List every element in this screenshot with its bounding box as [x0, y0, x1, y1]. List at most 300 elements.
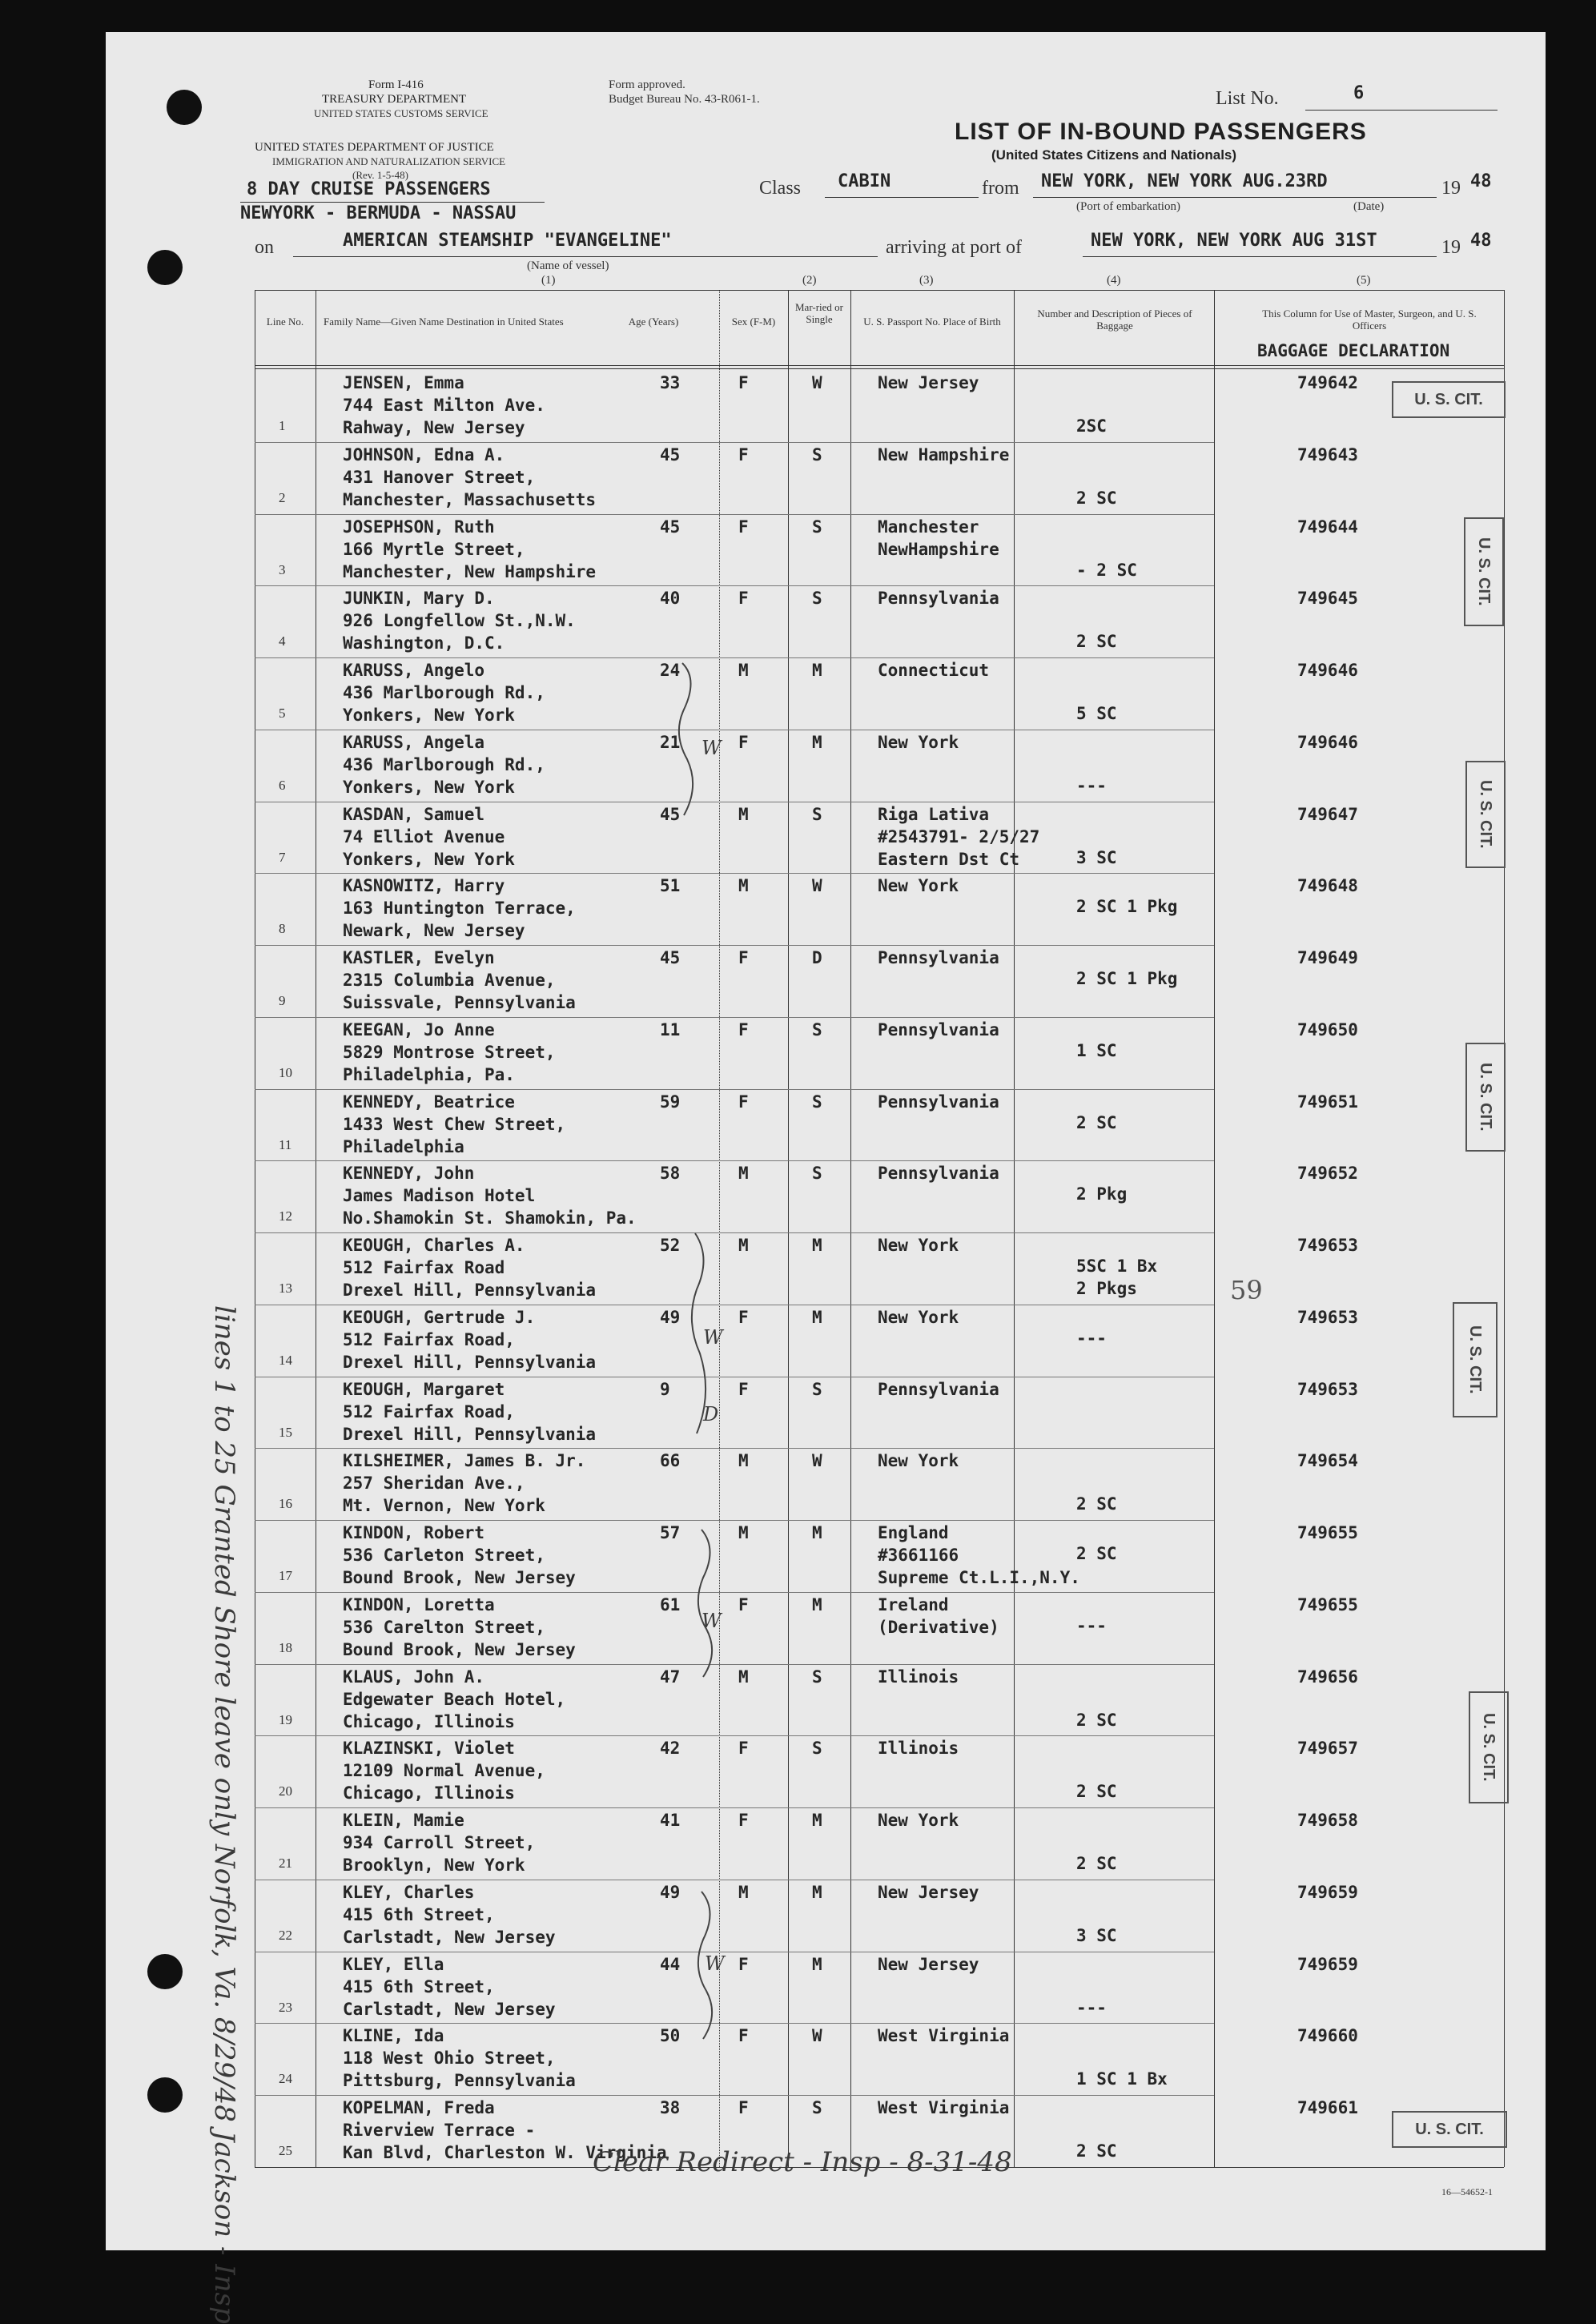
line-number: 16 — [279, 1496, 292, 1512]
passenger-sex: F — [738, 589, 749, 609]
passenger-name-address: KEOUGH, Gertrude J. — [343, 1307, 536, 1327]
passenger-sex: F — [738, 1954, 749, 1974]
passenger-marital-status: M — [812, 1954, 822, 1974]
passenger-age: 41 — [660, 1811, 681, 1831]
passenger-name-address: James Madison Hotel — [343, 1186, 536, 1206]
passport-birthplace: New York — [878, 1811, 959, 1831]
passenger-name-address: KEOUGH, Margaret — [343, 1379, 505, 1399]
line-number: 6 — [279, 777, 286, 793]
baggage-description: 2 SC — [1076, 1710, 1117, 1730]
passenger-name-address: KENNEDY, Beatrice — [343, 1092, 515, 1112]
passenger-sex: F — [738, 1092, 749, 1112]
passport-birthplace: Ireland — [878, 1594, 949, 1614]
baggage-description: --- — [1076, 1328, 1107, 1348]
passport-birthplace: #3661166 — [878, 1546, 959, 1566]
passenger-name-address: JENSEN, Emma — [343, 373, 464, 392]
passenger-age: 49 — [660, 1307, 681, 1327]
header-officers: This Column for Use of Master, Surgeon, and U. S. Officers — [1262, 308, 1477, 332]
baggage-description: 2 SC — [1076, 1112, 1117, 1132]
passport-birthplace: NewHampshire — [878, 539, 999, 559]
col-num-2: (2) — [802, 274, 817, 287]
passenger-sex: M — [738, 1236, 749, 1256]
passenger-sex: F — [738, 517, 749, 537]
passenger-name-address: 512 Fairfax Road — [343, 1258, 505, 1278]
passenger-name-address: No.Shamokin St. Shamokin, Pa. — [343, 1208, 637, 1228]
baggage-description: 2 Pkgs — [1076, 1279, 1137, 1299]
passenger-name-address: Newark, New Jersey — [343, 921, 525, 941]
passport-birthplace: New Jersey — [878, 1954, 979, 1974]
budget-bureau: Budget Bureau No. 43-R061-1. — [609, 93, 760, 106]
passenger-name-address: Brooklyn, New York — [343, 1856, 525, 1876]
line-number: 20 — [279, 1783, 292, 1799]
passport-birthplace: Pennsylvania — [878, 1379, 999, 1399]
passenger-name-address: Mt. Vernon, New York — [343, 1496, 545, 1516]
passport-birthplace: Pennsylvania — [878, 1019, 999, 1039]
passenger-name-address: KLAUS, John A. — [343, 1667, 485, 1687]
passport-birthplace: England — [878, 1523, 949, 1543]
passenger-name-address: KINDON, Loretta — [343, 1594, 495, 1614]
passenger-marital-status: W — [812, 373, 822, 392]
passenger-age: 50 — [660, 2026, 681, 2046]
col-num-5: (5) — [1357, 274, 1371, 287]
passport-birthplace: New York — [878, 876, 959, 896]
baggage-description: --- — [1076, 1615, 1107, 1635]
baggage-description: - 2 SC — [1076, 560, 1137, 580]
bracket-mark: W — [702, 737, 722, 759]
baggage-declaration-number: 749649 — [1297, 948, 1358, 968]
form-title: LIST OF IN-BOUND PASSENGERS — [955, 119, 1367, 145]
passport-birthplace: Pennsylvania — [878, 589, 999, 609]
baggage-declaration-number: 749653 — [1297, 1236, 1358, 1256]
passport-birthplace: Manchester — [878, 517, 979, 537]
passenger-marital-status: M — [812, 1236, 822, 1256]
passenger-name-address: KLINE, Ida — [343, 2026, 444, 2046]
header-baggage: Number and Description of Pieces of Baggage — [1037, 308, 1192, 332]
passport-birthplace: Illinois — [878, 1667, 959, 1687]
line-number: 4 — [279, 633, 286, 649]
passenger-marital-status: W — [812, 1451, 822, 1471]
passenger-name-address: Philadelphia, Pa. — [343, 1064, 515, 1084]
line-number: 15 — [279, 1424, 292, 1440]
year-1: 48 — [1470, 171, 1492, 191]
passenger-name-address: Rahway, New Jersey — [343, 418, 525, 437]
passenger-sex: F — [738, 373, 749, 392]
passenger-marital-status: S — [812, 1739, 822, 1759]
baggage-description: 5 SC — [1076, 704, 1117, 724]
customs-service: UNITED STATES CUSTOMS SERVICE — [314, 107, 488, 119]
passenger-name-address: 536 Carleton Street, — [343, 1546, 545, 1566]
doj-label: UNITED STATES DEPARTMENT OF JUSTICE — [255, 141, 494, 154]
from-value: NEW YORK, NEW YORK AUG.23RD — [1041, 171, 1328, 191]
baggage-description: 2 SC 1 Pkg — [1076, 897, 1178, 917]
baggage-declaration-number: 749660 — [1297, 2026, 1358, 2046]
passenger-marital-status: W — [812, 2026, 822, 2046]
passenger-name-address: Kan Blvd, Charleston W. Virginia — [343, 2143, 667, 2163]
header-age: Age (Years) — [628, 316, 679, 328]
passenger-sex: M — [738, 1882, 749, 1902]
passenger-age: 33 — [660, 373, 681, 392]
baggage-declaration-number: 749654 — [1297, 1451, 1358, 1471]
passport-birthplace: Riga Lativa — [878, 804, 990, 824]
passenger-sex: F — [738, 2098, 749, 2118]
revision-label: (Rev. 1-5-48) — [352, 169, 408, 181]
passenger-name-address: KASTLER, Evelyn — [343, 948, 495, 968]
passenger-name-address: Philadelphia — [343, 1136, 464, 1156]
us-cit-stamp: U. S. CIT. — [1469, 1691, 1509, 1803]
passport-birthplace: Eastern Dst Ct — [878, 849, 1020, 869]
passenger-name-address: KINDON, Robert — [343, 1523, 485, 1543]
line-number: 18 — [279, 1639, 292, 1655]
baggage-description: 2 SC — [1076, 632, 1117, 652]
passenger-name-address: 415 6th Street, — [343, 1904, 495, 1924]
passenger-name-address: Carlstadt, New Jersey — [343, 1927, 556, 1947]
passenger-age: 45 — [660, 804, 681, 824]
passenger-name-address: Carlstadt, New Jersey — [343, 1999, 556, 2019]
baggage-declaration-number: 749657 — [1297, 1739, 1358, 1759]
passenger-sex: F — [738, 1307, 749, 1327]
baggage-description: --- — [1076, 1997, 1107, 2017]
passenger-marital-status: M — [812, 1307, 822, 1327]
passenger-name-address: Suissvale, Pennsylvania — [343, 993, 576, 1013]
passenger-age: 61 — [660, 1594, 681, 1614]
passenger-name-address: JOHNSON, Edna A. — [343, 444, 505, 464]
baggage-description: 2 SC — [1076, 488, 1117, 508]
line-number: 9 — [279, 993, 286, 1009]
passport-birthplace: New York — [878, 1451, 959, 1471]
passenger-age: 24 — [660, 661, 681, 681]
passenger-sex: M — [738, 661, 749, 681]
passenger-marital-status: W — [812, 876, 822, 896]
baggage-declaration-number: 749655 — [1297, 1594, 1358, 1614]
year-2: 48 — [1470, 231, 1492, 251]
passenger-name-address: Bound Brook, New Jersey — [343, 1568, 576, 1588]
bracket-mark: D — [703, 1403, 719, 1425]
baggage-declaration-number: 749646 — [1297, 661, 1358, 681]
passenger-age: 40 — [660, 589, 681, 609]
passenger-age: 42 — [660, 1739, 681, 1759]
passenger-name-address: 415 6th Street, — [343, 1976, 495, 1996]
passport-birthplace: New Jersey — [878, 1882, 979, 1902]
passenger-sex: M — [738, 1667, 749, 1687]
col-num-3: (3) — [919, 274, 934, 287]
bottom-handwritten-note: Clear Redirect - Insp - 8-31-48 — [593, 2146, 1012, 2178]
passenger-name-address: KILSHEIMER, James B. Jr. — [343, 1451, 586, 1471]
passenger-name-address: KENNEDY, John — [343, 1164, 475, 1184]
passenger-name-address: 1433 West Chew Street, — [343, 1114, 566, 1134]
vessel-caption: (Name of vessel) — [527, 259, 609, 272]
line-number: 23 — [279, 1999, 292, 2015]
passenger-name-address: 166 Myrtle Street, — [343, 539, 525, 559]
baggage-description: 2SC — [1076, 416, 1107, 436]
passenger-name-address: KEOUGH, Charles A. — [343, 1236, 525, 1256]
baggage-declaration-number: 749642 — [1297, 373, 1358, 392]
passenger-age: 9 — [660, 1379, 670, 1399]
class-label: Class — [759, 178, 802, 199]
passenger-name-address: KASNOWITZ, Harry — [343, 876, 505, 896]
footer-code: 16—54652-1 — [1441, 2186, 1493, 2197]
passenger-age: 58 — [660, 1164, 681, 1184]
passenger-marital-status: S — [812, 589, 822, 609]
passenger-name-address: JUNKIN, Mary D. — [343, 589, 495, 609]
header-married: Mar-ried or Single — [794, 301, 844, 325]
date-caption: (Date) — [1353, 200, 1385, 213]
passenger-name-address: Pittsburg, Pennsylvania — [343, 2071, 576, 2091]
passenger-marital-status: M — [812, 1811, 822, 1831]
line-number: 13 — [279, 1281, 292, 1297]
passenger-name-address: 536 Carelton Street, — [343, 1617, 545, 1637]
passenger-name-address: 2315 Columbia Avenue, — [343, 971, 556, 991]
passenger-name-address: Drexel Hill, Pennsylvania — [343, 1352, 597, 1372]
line-number: 19 — [279, 1711, 292, 1727]
baggage-declaration-number: 749659 — [1297, 1954, 1358, 1974]
passport-birthplace: (Derivative) — [878, 1617, 999, 1637]
bracket-mark: W — [702, 1610, 722, 1632]
passenger-name-address: KARUSS, Angela — [343, 732, 485, 752]
baggage-description: 2 SC — [1076, 1782, 1117, 1802]
us-cit-stamp: U. S. CIT. — [1392, 2111, 1507, 2148]
passenger-sex: M — [738, 804, 749, 824]
passenger-name-address: 436 Marlborough Rd., — [343, 754, 545, 774]
passenger-name-address: KOPELMAN, Freda — [343, 2098, 495, 2118]
passport-birthplace: New York — [878, 1307, 959, 1327]
passenger-sex: M — [738, 1164, 749, 1184]
passenger-age: 45 — [660, 444, 681, 464]
ins-label: IMMIGRATION AND NATURALIZATION SERVICE — [272, 155, 506, 167]
baggage-declaration-number: 749647 — [1297, 804, 1358, 824]
passenger-name-address: Drexel Hill, Pennsylvania — [343, 1281, 597, 1301]
baggage-declaration-number: 749653 — [1297, 1307, 1358, 1327]
header-passport: U. S. Passport No. Place of Birth — [863, 316, 1001, 328]
passenger-age: 59 — [660, 1092, 681, 1112]
passport-birthplace: #2543791- 2/5/27 — [878, 826, 1040, 846]
passenger-marital-status: M — [812, 661, 822, 681]
page-mark: 59 — [1230, 1275, 1263, 1305]
passenger-name-address: 934 Carroll Street, — [343, 1833, 536, 1853]
passenger-sex: M — [738, 1523, 749, 1543]
class-value: CABIN — [838, 171, 891, 191]
passenger-marital-status: S — [812, 1667, 822, 1687]
passenger-name-address: Chicago, Illinois — [343, 1783, 515, 1803]
baggage-declaration-number: 749652 — [1297, 1164, 1358, 1184]
passenger-age: 52 — [660, 1236, 681, 1256]
baggage-description: 5SC 1 Bx — [1076, 1256, 1158, 1277]
passenger-marital-status: S — [812, 1019, 822, 1039]
passenger-age: 45 — [660, 948, 681, 968]
passenger-age: 51 — [660, 876, 681, 896]
passenger-name-address: Chicago, Illinois — [343, 1711, 515, 1731]
us-cit-stamp: U. S. CIT. — [1453, 1302, 1498, 1417]
header-name: Family Name—Given Name Destination in United States — [324, 316, 564, 328]
passenger-name-address: 74 Elliot Avenue — [343, 826, 505, 846]
cruise-line-2: NEWYORK - BERMUDA - NASSAU — [240, 203, 517, 223]
us-cit-stamp: U. S. CIT. — [1392, 381, 1506, 418]
us-cit-stamp: U. S. CIT. — [1465, 1043, 1506, 1152]
passenger-age: 44 — [660, 1954, 681, 1974]
form-number: Form I-416 — [368, 78, 424, 91]
passenger-name-address: Yonkers, New York — [343, 777, 515, 797]
passport-birthplace: Pennsylvania — [878, 948, 999, 968]
passenger-name-address: 118 West Ohio Street, — [343, 2049, 556, 2069]
passenger-name-address: Washington, D.C. — [343, 633, 505, 653]
from-label: from — [982, 178, 1019, 199]
baggage-declaration-number: 749651 — [1297, 1092, 1358, 1112]
line-number: 1 — [279, 418, 286, 433]
passenger-age: 57 — [660, 1523, 681, 1543]
passenger-age: 38 — [660, 2098, 681, 2118]
treasury-dept: TREASURY DEPARTMENT — [322, 93, 467, 106]
baggage-declaration-number: 749659 — [1297, 1882, 1358, 1902]
baggage-declaration-number: 749644 — [1297, 517, 1358, 537]
passport-birthplace: Supreme Ct.L.I.,N.Y. — [878, 1568, 1080, 1588]
col-num-1: (1) — [541, 274, 556, 287]
passenger-name-address: Bound Brook, New Jersey — [343, 1639, 576, 1659]
passenger-sex: F — [738, 2026, 749, 2046]
passenger-name-address: JOSEPHSON, Ruth — [343, 517, 495, 537]
passenger-marital-status: S — [812, 1379, 822, 1399]
vessel-name: AMERICAN STEAMSHIP "EVANGELINE" — [343, 231, 672, 251]
passenger-marital-status: S — [812, 1164, 822, 1184]
margin-handwritten-note: lines 1 to 25 Granted Shore leave only Norfolk, Va. 8/29/48 Jackson - Insp — [208, 1305, 240, 2324]
passenger-marital-status: S — [812, 804, 822, 824]
passenger-name-address: Riverview Terrace - — [343, 2121, 536, 2141]
passport-birthplace: Connecticut — [878, 661, 990, 681]
col-num-4: (4) — [1107, 274, 1121, 287]
baggage-description: 3 SC — [1076, 1925, 1117, 1945]
baggage-declaration-number: 749661 — [1297, 2098, 1358, 2118]
passport-birthplace: New Hampshire — [878, 444, 1010, 464]
line-number: 21 — [279, 1856, 292, 1872]
passenger-marital-status: M — [812, 1523, 822, 1543]
baggage-declaration-number: 749643 — [1297, 444, 1358, 464]
passenger-marital-status: S — [812, 1092, 822, 1112]
line-number: 14 — [279, 1352, 292, 1368]
baggage-declaration-number: 749656 — [1297, 1667, 1358, 1687]
passenger-age: 49 — [660, 1882, 681, 1902]
passport-birthplace: New York — [878, 732, 959, 752]
passenger-sex: F — [738, 732, 749, 752]
header-line-no: Line No. — [266, 316, 304, 328]
passenger-name-address: Drexel Hill, Pennsylvania — [343, 1424, 597, 1444]
form-subtitle: (United States Citizens and Nationals) — [991, 147, 1237, 163]
form-approved: Form approved. — [609, 78, 685, 91]
passenger-name-address: 926 Longfellow St.,N.W. — [343, 611, 576, 631]
baggage-declaration-number: 749653 — [1297, 1379, 1358, 1399]
line-number: 8 — [279, 921, 286, 937]
baggage-description: 2 SC — [1076, 1854, 1117, 1874]
passport-birthplace: Pennsylvania — [878, 1092, 999, 1112]
passenger-name-address: Edgewater Beach Hotel, — [343, 1689, 566, 1709]
baggage-description: 2 Pkg — [1076, 1184, 1128, 1204]
baggage-declaration-number: 749646 — [1297, 732, 1358, 752]
passenger-marital-status: S — [812, 444, 822, 464]
baggage-description: 1 SC — [1076, 1040, 1117, 1060]
passenger-name-address: KARUSS, Angelo — [343, 661, 485, 681]
header-baggage-declaration: BAGGAGE DECLARATION — [1257, 341, 1450, 360]
baggage-declaration-number: 749645 — [1297, 589, 1358, 609]
passenger-name-address: KEEGAN, Jo Anne — [343, 1019, 495, 1039]
baggage-description: 2 SC — [1076, 1494, 1117, 1514]
baggage-description: 3 SC — [1076, 847, 1117, 867]
us-cit-stamp: U. S. CIT. — [1464, 517, 1504, 626]
passenger-marital-status: S — [812, 2098, 822, 2118]
passenger-name-address: KASDAN, Samuel — [343, 804, 485, 824]
passenger-name-address: Manchester, Massachusetts — [343, 489, 597, 509]
baggage-declaration-number: 749655 — [1297, 1523, 1358, 1543]
line-number: 5 — [279, 706, 286, 722]
baggage-description: 2 SC — [1076, 2141, 1117, 2161]
passenger-marital-status: S — [812, 517, 822, 537]
baggage-declaration-number: 749650 — [1297, 1019, 1358, 1039]
passenger-name-address: 512 Fairfax Road, — [343, 1329, 515, 1349]
baggage-declaration-number: 749658 — [1297, 1811, 1358, 1831]
line-number: 17 — [279, 1568, 292, 1584]
baggage-description: 1 SC 1 Bx — [1076, 2069, 1168, 2089]
passenger-sex: F — [738, 1739, 749, 1759]
passenger-age: 21 — [660, 732, 681, 752]
passenger-marital-status: D — [812, 948, 822, 968]
passenger-name-address: 12109 Normal Avenue, — [343, 1761, 545, 1781]
passenger-sex: M — [738, 876, 749, 896]
baggage-description: 2 SC — [1076, 1544, 1117, 1564]
line-number: 2 — [279, 489, 286, 505]
line-number: 3 — [279, 561, 286, 577]
passenger-marital-status: M — [812, 1882, 822, 1902]
passenger-name-address: Yonkers, New York — [343, 849, 515, 869]
header-sex: Sex (F-M) — [731, 316, 776, 328]
list-no-label: List No. — [1216, 88, 1279, 109]
year-prefix-1: 19 — [1441, 178, 1461, 199]
passenger-sex: F — [738, 1594, 749, 1614]
passport-birthplace: West Virginia — [878, 2098, 1010, 2118]
line-number: 12 — [279, 1208, 292, 1224]
passenger-name-address: 436 Marlborough Rd., — [343, 683, 545, 703]
passenger-name-address: Yonkers, New York — [343, 706, 515, 726]
bracket-mark: W — [703, 1326, 723, 1349]
line-number: 11 — [279, 1136, 292, 1152]
line-number: 7 — [279, 849, 286, 865]
line-number: 22 — [279, 1927, 292, 1943]
passport-birthplace: New Jersey — [878, 373, 979, 392]
passenger-age: 47 — [660, 1667, 681, 1687]
passenger-name-address: Manchester, New Hampshire — [343, 561, 597, 581]
passenger-sex: F — [738, 444, 749, 464]
passenger-age: 11 — [660, 1019, 681, 1039]
line-number: 10 — [279, 1064, 292, 1080]
baggage-description: --- — [1076, 775, 1107, 795]
line-number: 25 — [279, 2143, 292, 2159]
passenger-marital-status: M — [812, 1594, 822, 1614]
passenger-sex: F — [738, 1811, 749, 1831]
passenger-name-address: 512 Fairfax Road, — [343, 1401, 515, 1421]
passenger-name-address: KLEIN, Mamie — [343, 1811, 464, 1831]
passenger-sex: F — [738, 1019, 749, 1039]
us-cit-stamp: U. S. CIT. — [1465, 761, 1506, 868]
list-no-value: 6 — [1353, 83, 1365, 103]
passenger-age: 45 — [660, 517, 681, 537]
passport-birthplace: Pennsylvania — [878, 1164, 999, 1184]
passenger-name-address: 257 Sheridan Ave., — [343, 1474, 525, 1494]
passport-birthplace: West Virginia — [878, 2026, 1010, 2046]
passenger-age: 66 — [660, 1451, 681, 1471]
passenger-sex: F — [738, 1379, 749, 1399]
arriving-value: NEW YORK, NEW YORK AUG 31ST — [1091, 231, 1377, 251]
passenger-name-address: KLEY, Charles — [343, 1882, 475, 1902]
bracket-mark: W — [705, 1952, 725, 1975]
baggage-description: 2 SC 1 Pkg — [1076, 969, 1178, 989]
cruise-line-1: 8 DAY CRUISE PASSENGERS — [247, 179, 491, 199]
passenger-name-address: 744 East Milton Ave. — [343, 396, 545, 415]
passenger-sex: M — [738, 1451, 749, 1471]
